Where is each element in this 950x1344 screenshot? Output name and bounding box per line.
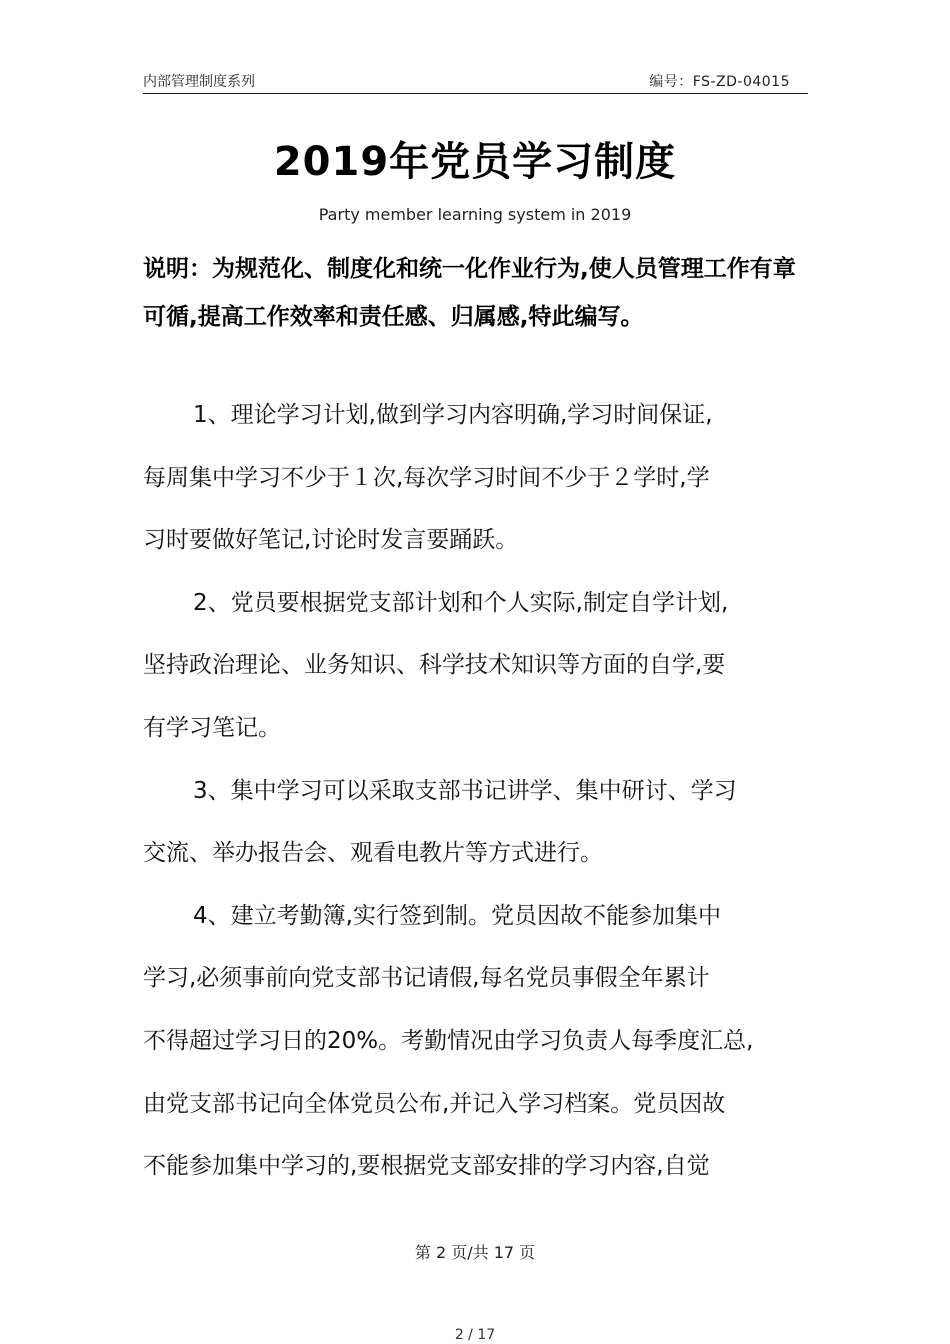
- page-footer-label: 第 2 页/共 17 页: [414, 1243, 536, 1262]
- document-title: 2019年党员学习制度: [273, 139, 677, 185]
- page-counter: 2 / 17: [454, 1327, 496, 1343]
- body-line: 不能参加集中学习的,要根据党支部安排的学习内容,自觉: [143, 1153, 710, 1180]
- body-line: 1、理论学习计划,做到学习内容明确,学习时间保证,: [193, 402, 713, 428]
- document-body: [143, 384, 808, 1198]
- intro-statement: 说明：为规范化、制度化和统一化作业行为,使人员管理工作有章可循,提高工作效率和责任感、归属感,特此编写。: [143, 256, 796, 330]
- header-divider: [143, 93, 808, 94]
- body-line: 坚持政治理论、业务知识、科学技术知识等方面的自学,要: [143, 652, 726, 679]
- document-subtitle: Party member learning system in 2019: [318, 205, 632, 224]
- body-line: 学习,必须事前向党支部书记请假,每名党员事假全年累计: [143, 965, 710, 992]
- header-doc-code: 编号：FS-ZD-04015: [649, 74, 790, 90]
- header-series: 内部管理制度系列: [143, 74, 255, 90]
- body-line: 3、集中学习可以采取支部书记讲学、集中研讨、学习: [193, 777, 737, 804]
- body-line: 4、建立考勤簿,实行签到制。党员因故不能参加集中: [193, 902, 721, 929]
- body-line: 2、党员要根据党支部计划和个人实际,制定自学计划,: [193, 589, 729, 616]
- body-line: 不得超过学习日的20%。考勤情况由学习负责人每季度汇总,: [143, 1027, 754, 1054]
- body-line: 有学习笔记。: [143, 714, 281, 741]
- body-line: 由党支部书记向全体党员公布,并记入学习档案。党员因故: [143, 1090, 726, 1117]
- body-line: 每周集中学习不少于１次,每次学习时间不少于２学时,学: [143, 464, 710, 491]
- body-line: 习时要做好笔记,讨论时发言要踊跃。: [143, 527, 519, 554]
- body-line: 交流、举办报告会、观看电教片等方式进行。: [143, 840, 603, 867]
